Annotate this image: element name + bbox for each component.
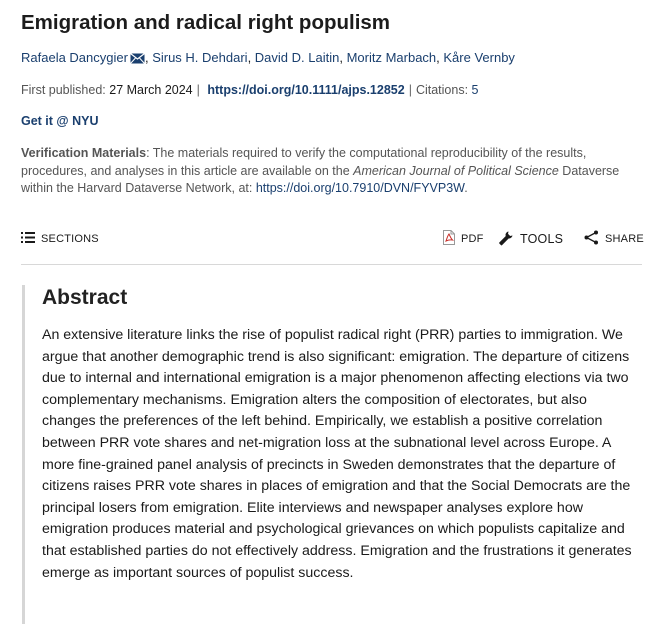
pdf-label: PDF — [461, 233, 484, 245]
first-published-label: First published: — [21, 83, 106, 97]
citations-label: Citations: — [415, 83, 469, 97]
dataverse-link[interactable]: https://doi.org/10.7910/DVN/FYVP3W — [255, 181, 465, 195]
journal-name: American Journal of Political Science — [353, 163, 559, 178]
separator: | — [196, 83, 200, 97]
abstract-heading: Abstract — [42, 286, 128, 309]
verification-text: : The materials required to verify the computational reproducibility of the results, procedures, and analyses in this article are available on the — [21, 146, 587, 178]
tools-label: TOOLS — [520, 232, 564, 246]
separator: | — [408, 83, 412, 97]
sections-button[interactable] — [21, 228, 99, 250]
first-published-date: 27 March 2024 — [109, 83, 193, 97]
period: . — [464, 181, 468, 195]
envelope-icon[interactable] — [130, 52, 145, 67]
abstract-section — [22, 285, 642, 624]
divider — [21, 264, 642, 265]
verification-materials — [21, 145, 636, 198]
abstract-text: An extensive literature links the rise of populist radical right (PRR) parties to immigration. We argue that another demographic trend is also significant: emigration. The departure of citizens due to internal and international emigration is a major phenomenon affecting elections via two complementary mechanisms. Emigration alters the composition of electorates, but also changes the preferences of the left behind. Empirically, we establish a positive correlation between PRR vote shares and net-migration loss at the subnational level across Europe. A more fine-grained panel analysis of precincts in Sweden demonstrates that the departure of citizens raises PRR vote shares in places of emigration and that the Social Democrats are the principal losers from emigration. Elite interviews and newspaper analyses explore how emigration produces material and psychological grievances on which populists capitalize and that established parties do not effectively address. Emigration and the frustrations it generates emerge as important sources of populist success. — [42, 327, 632, 581]
article-title: Emigration and radical right populism — [21, 11, 391, 34]
author-list: Rafaela Dancygier , Sirus H. Dehdari, David D. Laitin, Moritz Marbach, Kåre Vernby — [21, 50, 515, 65]
citations-count-link[interactable]: 5 — [471, 83, 479, 97]
tools-button[interactable] — [498, 228, 563, 250]
verification-heading: Verification Materials — [21, 146, 147, 160]
author-link[interactable]: David D. Laitin — [254, 50, 340, 65]
share-icon — [584, 230, 599, 248]
share-button[interactable] — [584, 228, 644, 250]
verification-text-cont: Dataverse within the Harvard Dataverse Network, at: — [21, 163, 620, 195]
sections-label: SECTIONS — [41, 233, 99, 245]
author-link[interactable]: Kåre Vernby — [443, 50, 515, 65]
author-link[interactable]: Rafaela Dancygier — [21, 50, 128, 65]
publication-info — [21, 83, 479, 97]
pdf-icon — [443, 230, 455, 248]
article-toolbar — [21, 228, 642, 252]
doi-link[interactable]: https://doi.org/10.1111/ajps.12852 — [207, 83, 405, 97]
author-link[interactable]: Sirus H. Dehdari — [152, 50, 248, 65]
wrench-icon — [498, 230, 514, 249]
pdf-button[interactable] — [443, 228, 484, 250]
share-label: SHARE — [605, 233, 644, 245]
get-it-link[interactable]: Get it @ NYU — [21, 114, 99, 128]
list-icon — [21, 232, 35, 246]
author-link[interactable]: Moritz Marbach — [346, 50, 437, 65]
